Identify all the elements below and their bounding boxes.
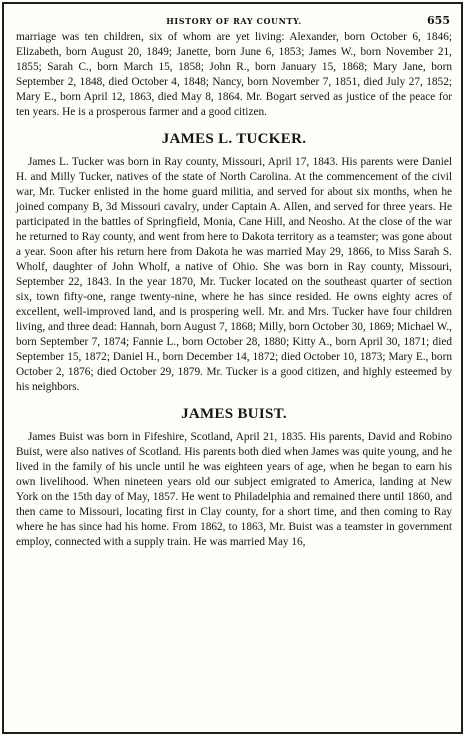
section-paragraph-james-l-tucker: James L. Tucker was born in Ray county, Missouri, April 17, 1843. His parents were Daniel H. and Milly Tucker, natives of the state of North Carolina. At the commencement of the civil war, Mr. Tucker enlisted in the home guard militia, and served for about six months, when he joined company B, 3d Missouri cavalry, under Captain A. Allen, and served for three years. He participated in the battles of Springfield, Monia, Cane Hill, and Neosho. At the close of the war he returned to Ray county, and went from here to Dakota territory as a teamster; was gone about a year. Soon after his return here from Dakota he was married May 29, 1866, to Miss Sarah S. Wholf, daughter of John Wholf, a native of Ohio. She was born in Ray county, Missouri, September 22, 1843. In the year 1870, Mr. Tucker located on the southeast quarter of section six, town fifty-one, range twenty-nine, where he has since resided. He owns eighty acres of excellent, well-improved land, and is prospering well. Mr. and Mrs. Tucker have four children living, and three dead: Hannah, born August 7, 1868; Milly, born October 30, 1869; Michael W., born September 7, 1874; Fannie L., born October 28, 1880; Kitty A., born April 30, 1871; died September 15, 1872; Daniel H., born December 14, 1872; died October 10, 1873; Mary E., born October 2, 1876; died October 29, 1879. Mr. Tucker is a good citizen, and highly esteemed by his neighbors.	[16, 156, 453, 393]
page-number: 655	[427, 14, 450, 27]
section-title-james-buist: JAMES BUIST.	[181, 406, 287, 422]
running-header	[16, 16, 452, 30]
running-title: HISTORY OF RAY COUNTY.	[166, 16, 302, 26]
section-title-james-l-tucker: JAMES L. TUCKER.	[161, 131, 307, 147]
book-page	[2, 2, 463, 734]
intro-paragraph: marriage was ten children, six of whom are yet living: Alexander, born October 6, 1846; Elizabeth, born August 20, 1849; Janette, born June 6, 1853; James W., born November 21, 1855; Sarah C., born March 15, 1858; John R., born January 15, 1868; Mary Jane, born September 2, 1848, died October 4, 1848; Nancy, born November 7, 1851, died July 27, 1852; Mary E., born April 12, 1863, died May 8, 1864. Mr. Bogart served as justice of the peace for ten years. He is a prosperous farmer and a good citizen.	[16, 31, 452, 118]
section-paragraph-james-buist: James Buist was born in Fifeshire, Scotland, April 21, 1835. His parents, David and Robino Buist, were also natives of Scotland. His parents both died when James was quite young, and he lived in the family of his uncle until he was eighteen years of age, when he began to earn his own livelihood. When nineteen years old our subject emigrated to America, landing at New York on the 15th day of May, 1857. He went to Philadelphia and remained there until 1860, and then came to Missouri, locating first in Clay county, for a short time, and then coming to Ray where he has since had his home. From 1862, to 1863, Mr. Buist was a teamster in government employ, connected with a supply train. He was married May 16,	[16, 431, 452, 548]
